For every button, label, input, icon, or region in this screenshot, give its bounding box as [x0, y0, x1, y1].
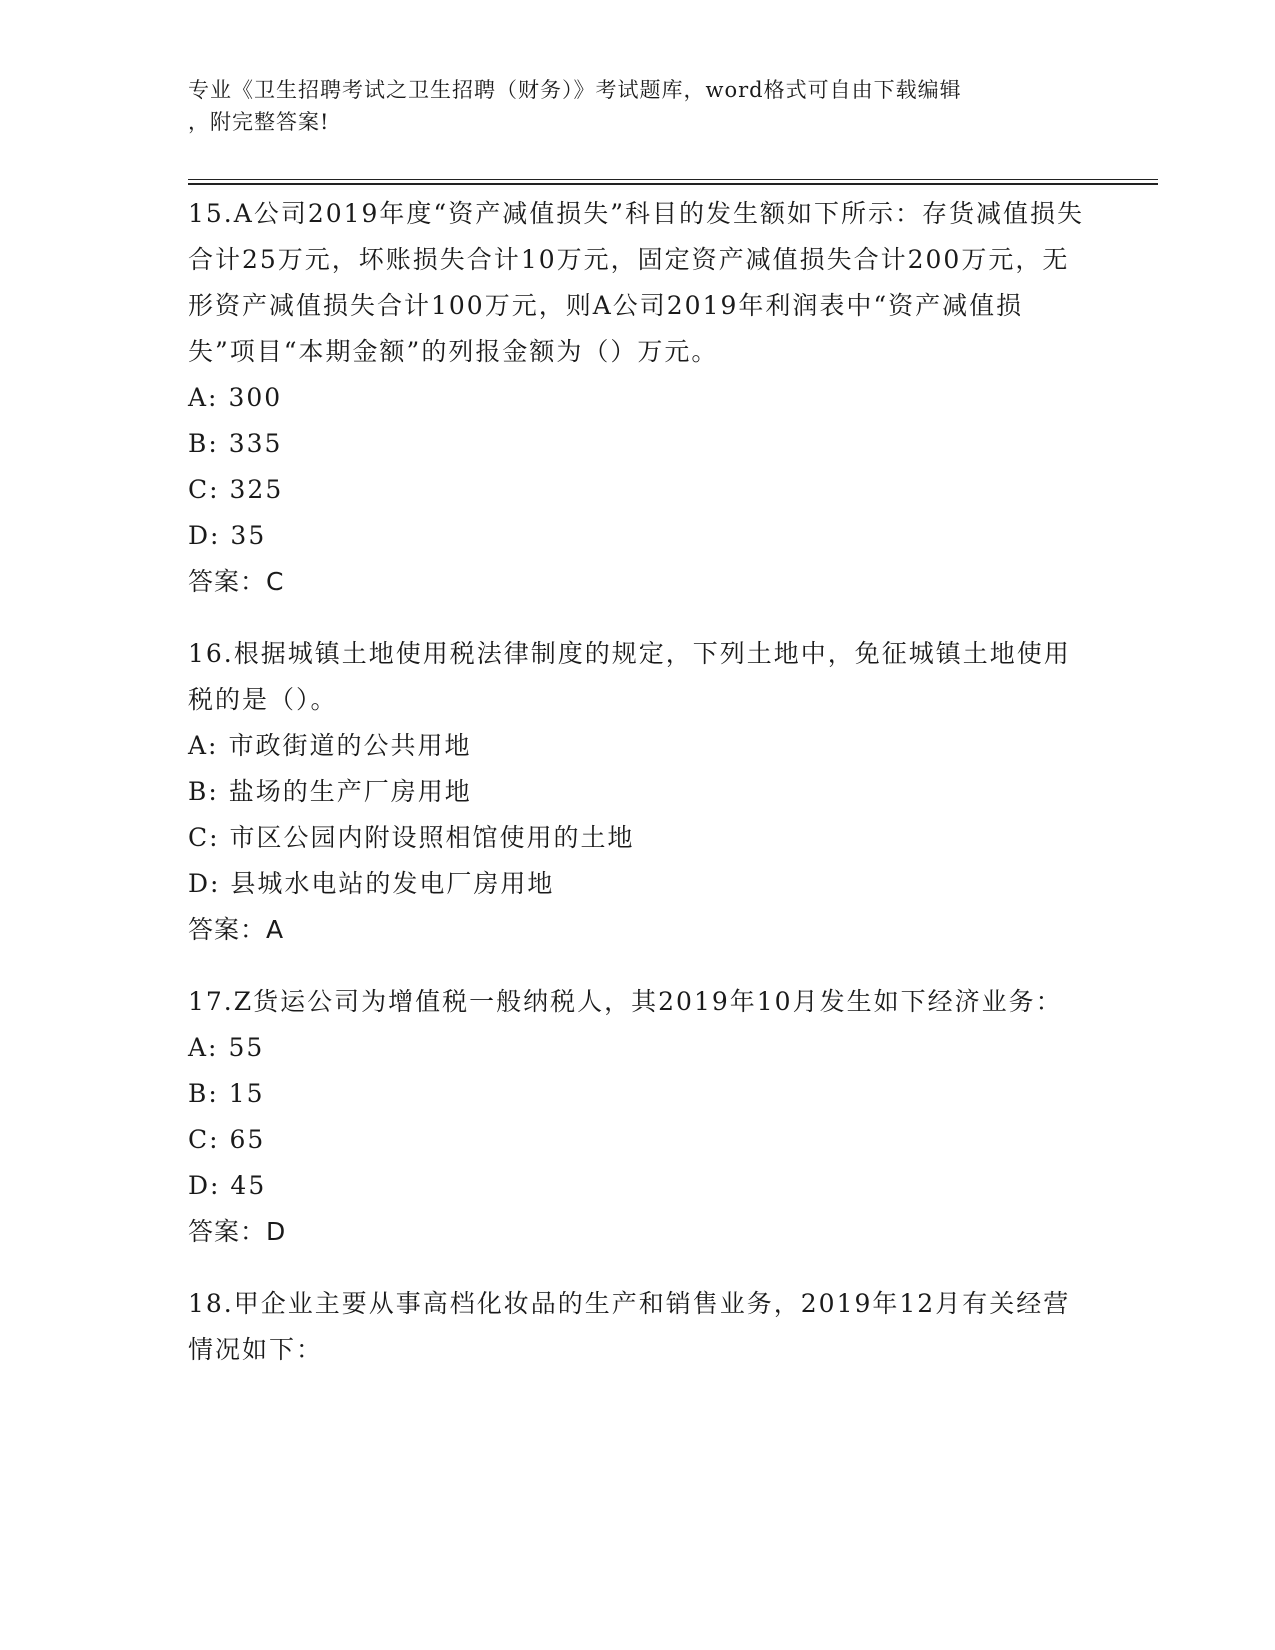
option-key: C: [188, 475, 220, 504]
option-text: 65 [229, 1125, 266, 1154]
header-rule-thick [188, 183, 1158, 185]
option-text: 35 [230, 521, 267, 550]
option-b [188, 421, 1088, 467]
answer-line: 答案：A [188, 915, 285, 944]
option-text: 市政街道的公共用地 [228, 731, 472, 760]
option-key: D: [188, 1171, 221, 1200]
option-text: 盐场的生产厂房用地 [228, 777, 472, 806]
option-key: D: [188, 521, 221, 550]
header-line-2: ，附完整答案! [188, 110, 330, 134]
question-stem: 18.甲企业主要从事高档化妆品的生产和销售业务，2019年12月有关经营情况如下： [188, 1289, 1071, 1364]
option-c [188, 815, 1088, 861]
option-d [188, 861, 1088, 907]
option-key: D: [188, 869, 221, 898]
option-text: 45 [230, 1171, 267, 1200]
option-d [188, 1163, 1088, 1209]
option-text: 55 [228, 1033, 265, 1062]
option-text: 15 [228, 1079, 265, 1108]
question-18 [188, 1281, 1088, 1373]
header-rule-thin [188, 179, 1158, 180]
question-stem: 17.Z货运公司为增值税一般纳税人，其2019年10月发生如下经济业务： [188, 987, 1063, 1016]
question-stem: 16.根据城镇土地使用税法律制度的规定，下列土地中，免征城镇土地使用税的是（）。 [188, 639, 1071, 714]
option-text: 市区公园内附设照相馆使用的土地 [229, 823, 635, 852]
header-line-1: 专业《卫生招聘考试之卫生招聘（财务）》考试题库，word格式可自由下载编辑 [188, 78, 962, 102]
option-key: B: [188, 429, 219, 458]
option-c [188, 467, 1088, 513]
answer-line: 答案：D [188, 1217, 287, 1246]
option-a [188, 375, 1088, 421]
question-16 [188, 631, 1088, 953]
option-b [188, 769, 1088, 815]
option-c [188, 1117, 1088, 1163]
option-key: B: [188, 1079, 219, 1108]
option-text: 300 [228, 383, 283, 412]
question-15 [188, 191, 1088, 605]
document-header [188, 74, 1088, 138]
option-key: A: [188, 731, 219, 760]
option-a [188, 723, 1088, 769]
option-text: 县城水电站的发电厂房用地 [230, 869, 555, 898]
option-text: 325 [229, 475, 284, 504]
option-b [188, 1071, 1088, 1117]
option-key: C: [188, 1125, 220, 1154]
question-stem: 15.A公司2019年度“资产减值损失”科目的发生额如下所示：存货减值损失合计25万元，坏账损失合计10万元，固定资产减值损失合计200万元，无形资产减值损失合计100万元，则A公司2019年利润表中“资产减值损失”项目“本期金额”的列报金额为（）万元。 [188, 199, 1084, 366]
option-key: C: [188, 823, 220, 852]
option-d [188, 513, 1088, 559]
question-list [188, 191, 1088, 1399]
option-a [188, 1025, 1088, 1071]
option-key: A: [188, 1033, 219, 1062]
question-17 [188, 979, 1088, 1255]
option-key: B: [188, 777, 219, 806]
option-key: A: [188, 383, 219, 412]
answer-line: 答案：C [188, 567, 285, 596]
option-text: 335 [228, 429, 283, 458]
